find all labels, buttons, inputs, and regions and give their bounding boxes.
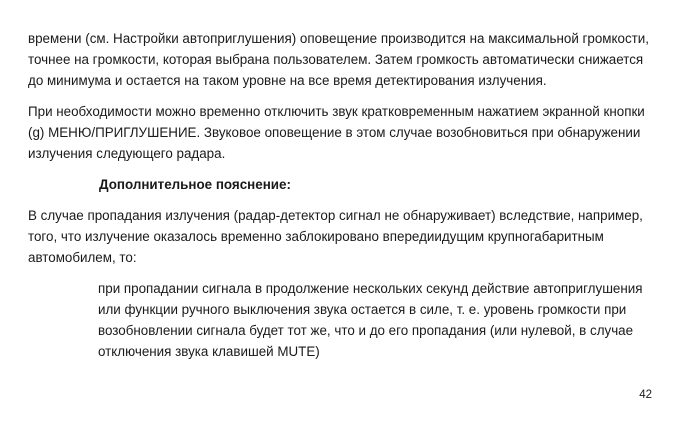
section-heading: Дополнительное пояснение:: [99, 177, 291, 192]
indented-paragraph: при пропадании сигнала в продолжение нескольких секунд действие автоприглушения или функции ручного выключения звука остается в силе, т. е. уровень громкости при возобновлении сигнала будет тот же, что и до его пропадания (или нулевой, в случае отключения звука клавишей MUTE): [98, 281, 643, 359]
paragraph-signal-loss: В случае пропадания излучения (радар-детектор сигнал не обнаруживает) вследствие, например, того, что излучение оказалось временно заблокировано впередиидущим крупногабаритным автомобилем, то:: [28, 208, 643, 265]
page-number: 42: [639, 389, 652, 401]
paragraph-mute-button: При необходимости можно временно отключить звук кратковременным нажатием экранной кнопки (g) МЕНЮ/ПРИГЛУШЕНИЕ. Звуковое оповещение в этом случае возобновиться при обнаружении излучения следующего радара.: [28, 104, 645, 161]
paragraph-continued: времени (см. Настройки автоприглушения) оповещение производится на максимальной громкости, точнее на громкости, которая выбрана пользователем. Затем громкость автоматически снижается до минимума и остается на таком уровне на все время детектирования излучения.: [28, 31, 649, 88]
document-page: [28, 28, 650, 362]
